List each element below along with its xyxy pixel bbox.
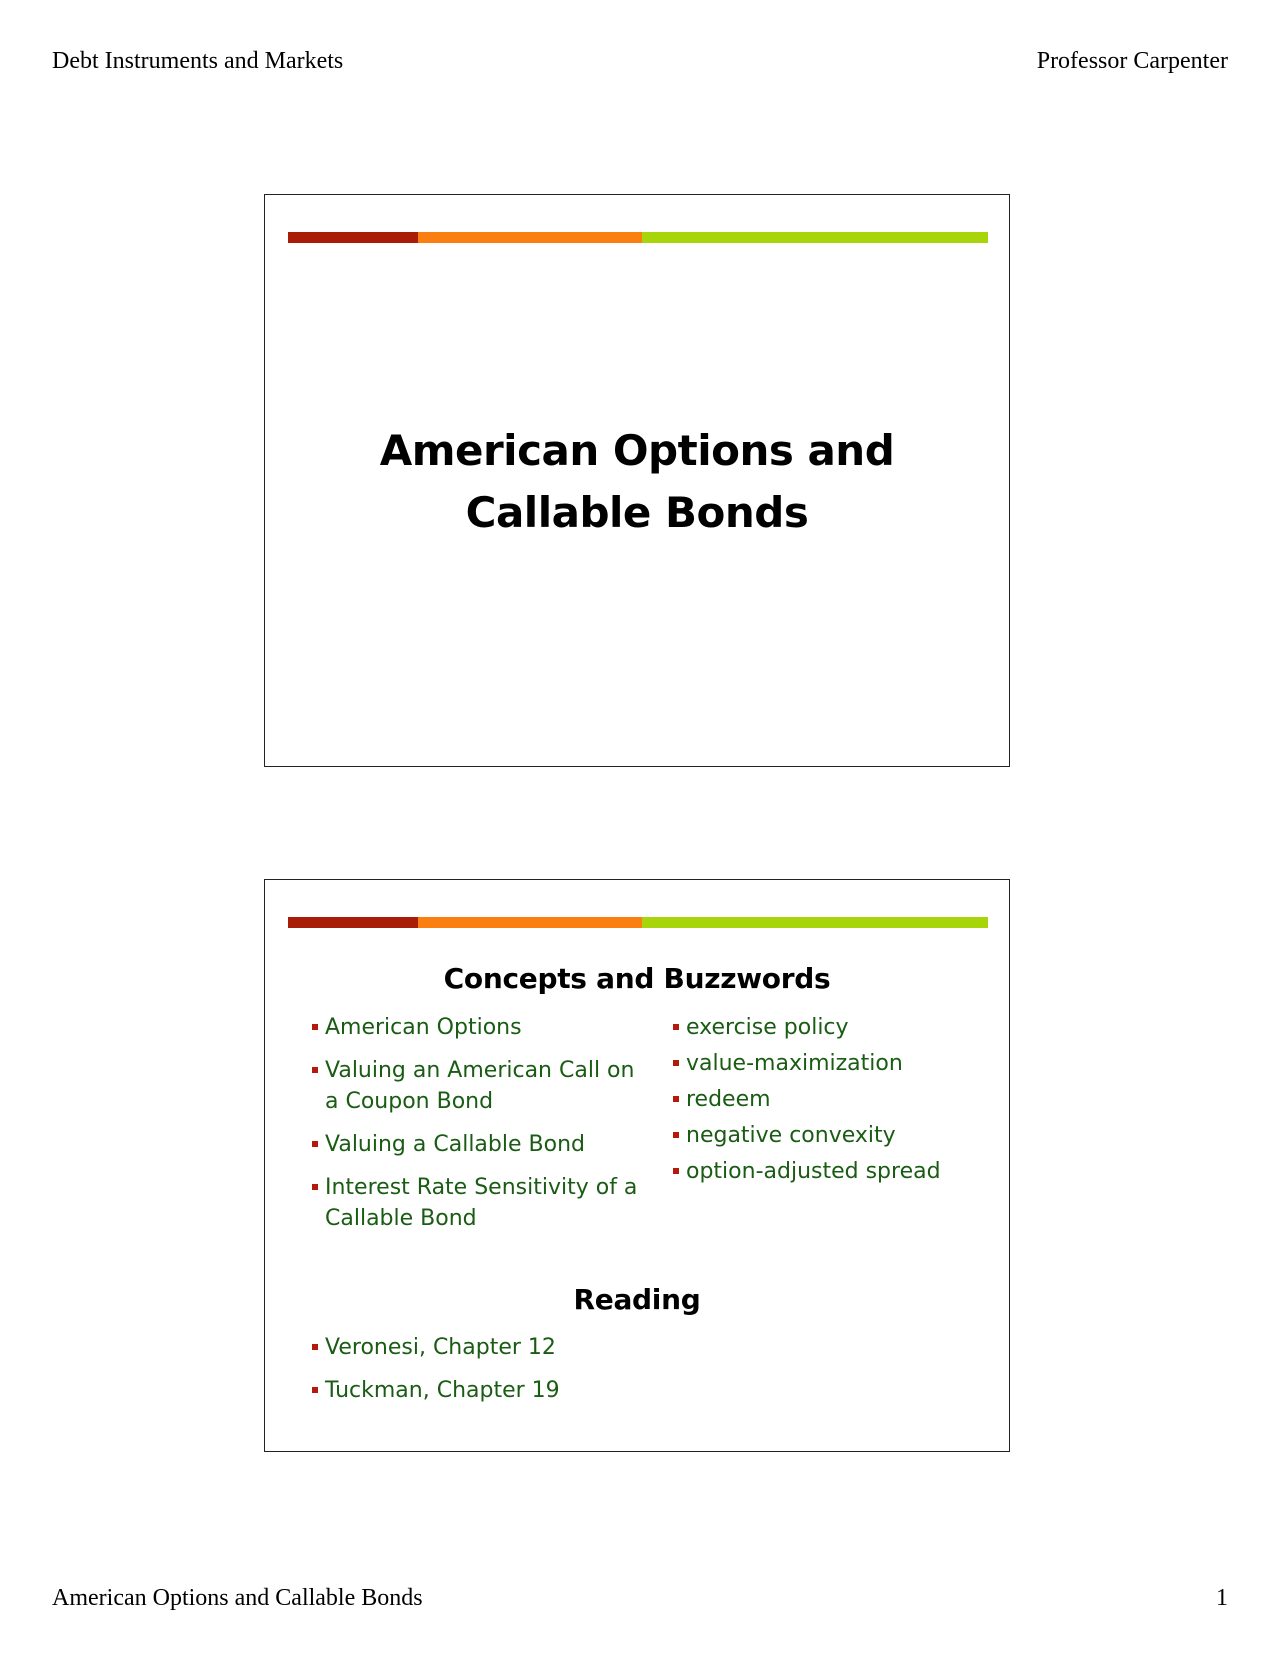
reading-list <box>311 1332 951 1418</box>
concepts-list-left <box>311 1012 641 1246</box>
list-item: Veronesi, Chapter 12 <box>311 1332 951 1363</box>
accent-bar-red-segment <box>288 917 418 928</box>
list-item: negative convexity <box>672 1120 992 1151</box>
page-header-course: Debt Instruments and Markets <box>52 48 344 74</box>
slide-main-title-line-2: Callable Bonds <box>465 488 809 537</box>
page-header-professor: Professor Carpenter <box>1036 48 1228 74</box>
page-number: 1 <box>1216 1585 1228 1611</box>
list-item: option-adjusted spread <box>672 1156 992 1187</box>
page-footer-title: American Options and Callable Bonds <box>52 1585 423 1611</box>
slide-accent-bar <box>288 232 988 243</box>
list-item: redeem <box>672 1084 992 1115</box>
slide-concepts <box>264 879 1010 1452</box>
concepts-list-right <box>672 1012 992 1192</box>
accent-bar-orange-segment <box>418 917 642 928</box>
list-item: Valuing a Callable Bond <box>311 1129 641 1160</box>
list-item: value-maximization <box>672 1048 992 1079</box>
list-item: exercise policy <box>672 1012 992 1043</box>
concepts-heading: Concepts and Buzzwords <box>443 962 831 995</box>
slide-main-title <box>265 420 1009 544</box>
slide-accent-bar <box>288 917 988 928</box>
accent-bar-red-segment <box>288 232 418 243</box>
list-item: Tuckman, Chapter 19 <box>311 1375 951 1406</box>
list-item: Interest Rate Sensitivity of a Callable Bond <box>311 1172 641 1234</box>
slide-main-title-line-1: American Options and <box>379 426 895 475</box>
accent-bar-green-segment <box>642 917 988 928</box>
list-item: American Options <box>311 1012 641 1043</box>
accent-bar-orange-segment <box>418 232 642 243</box>
list-item: Valuing an American Call on a Coupon Bond <box>311 1055 641 1117</box>
accent-bar-green-segment <box>642 232 988 243</box>
slide-title <box>264 194 1010 767</box>
reading-heading: Reading <box>573 1283 701 1316</box>
